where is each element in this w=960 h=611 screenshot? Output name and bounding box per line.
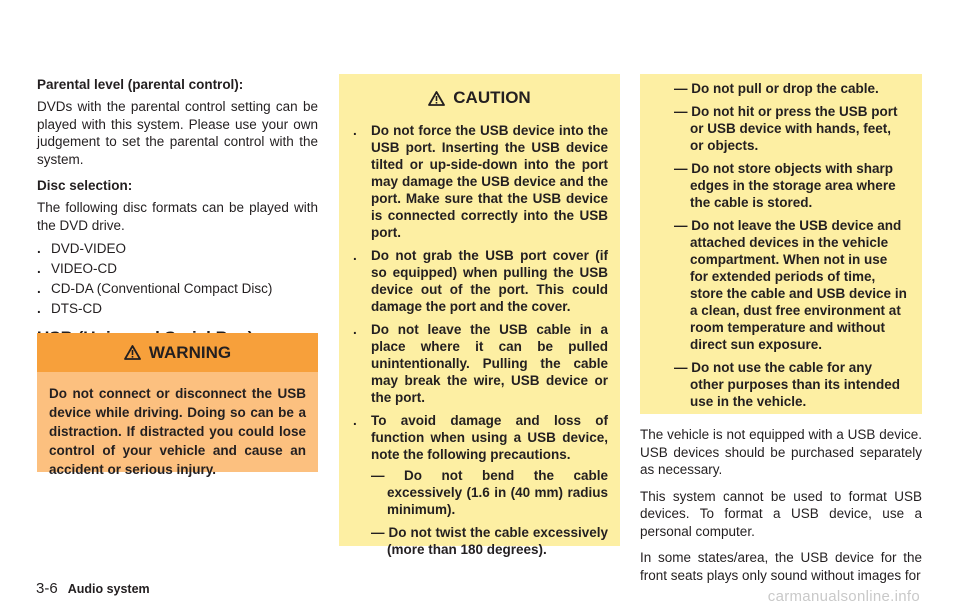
usb-states-text: In some states/area, the USB device for the front seats plays only sound without images for: [640, 550, 922, 583]
warning-triangle-icon: [124, 345, 141, 360]
caution-item: . Do not grab the USB port cover (if so equipped) when pulling the USB device out of the port. This could damage the port and the cover.: [353, 248, 608, 314]
precaution-item: — Do not leave the USB device and attached devices in the vehicle compartment. When not in use for extended periods of time, store the cable and USB device in a clean, dust free environment at room temperature and without direct sun exposure.: [674, 218, 907, 352]
precaution-item: — Do not twist the cable excessively (more than 180 degrees).: [371, 525, 608, 557]
warning-header: [37, 333, 318, 372]
caution-header: [339, 74, 620, 122]
precaution-item: — Do not hit or press the USB port or USB device with hands, feet, or objects.: [674, 104, 898, 153]
disc-text: The following disc formats can be played with the DVD drive.: [37, 200, 318, 233]
caution-item: . Do not force the USB device into the USB port. Inserting the USB device tilted or up-side-down into the port may damage the USB device and the port. Make sure that the USB device is connected correctly into the USB port.: [353, 123, 608, 240]
precaution-item: — Do not use the cable for any other purposes than its intended use in the vehicle.: [674, 360, 901, 409]
disc-format-list: [37, 240, 318, 317]
right-column: [640, 426, 922, 584]
section-name: Audio system: [67, 582, 150, 596]
parental-heading: Parental level (parental control):: [37, 77, 244, 92]
usb-format-text: This system cannot be used to format USB devices. To format a USB device, use a personal computer.: [640, 488, 922, 539]
disc-heading: Disc selection:: [37, 178, 133, 193]
precaution-item: — Do not bend the cable excessively (1.6 in (40 mm) radius minimum).: [371, 468, 608, 517]
warning-box: [37, 333, 318, 477]
list-item: . DTS-CD: [37, 301, 102, 316]
warning-title: WARNING: [148, 342, 232, 362]
watermark: carmanualsonline.info: [767, 588, 920, 605]
precaution-item: — Do not store objects with sharp edges in the storage area where the cable is stored.: [674, 161, 896, 210]
left-column: [37, 0, 318, 348]
list-item: . VIDEO-CD: [37, 261, 118, 276]
warning-text: Do not connect or disconnect the USB device while driving. Doing so can be a distraction. If distracted you could lose control of your vehicle and cause an accident or serious injury.: [49, 386, 306, 477]
caution-item: . To avoid damage and loss of function when using a USB device, note the following precautions. — Do not bend the cable excessively (1.6 in (40 mm) radius minimum). — Do not twist the cable excessively (more than 180 degrees).: [353, 413, 608, 557]
usb-not-equipped-text: The vehicle is not equipped with a USB device. USB devices should be purchased separately as necessary.: [640, 427, 922, 477]
parental-text: DVDs with the parental control setting can be played with this system. Please use your own judgement to set the parental control with the system.: [37, 99, 318, 167]
list-item: . CD-DA (Conventional Compact Disc): [37, 281, 273, 296]
precaution-sublist-continued: [674, 80, 908, 410]
list-item: . DVD-VIDEO: [37, 241, 127, 256]
precaution-sublist: [371, 467, 608, 558]
caution-box: [339, 74, 620, 557]
caution-continued-box: [640, 74, 922, 414]
precaution-item: — Do not pull or drop the cable.: [674, 81, 879, 96]
caution-item: . Do not leave the USB cable in a place where it can be pulled unintentionally. Pulling the cable may break the wire, USB device or the port.: [353, 322, 608, 405]
caution-list: [353, 122, 608, 558]
page-footer: [36, 580, 150, 597]
page-number: 3-6: [36, 580, 58, 597]
caution-triangle-icon: [428, 91, 445, 106]
caution-title: CAUTION: [453, 88, 531, 107]
